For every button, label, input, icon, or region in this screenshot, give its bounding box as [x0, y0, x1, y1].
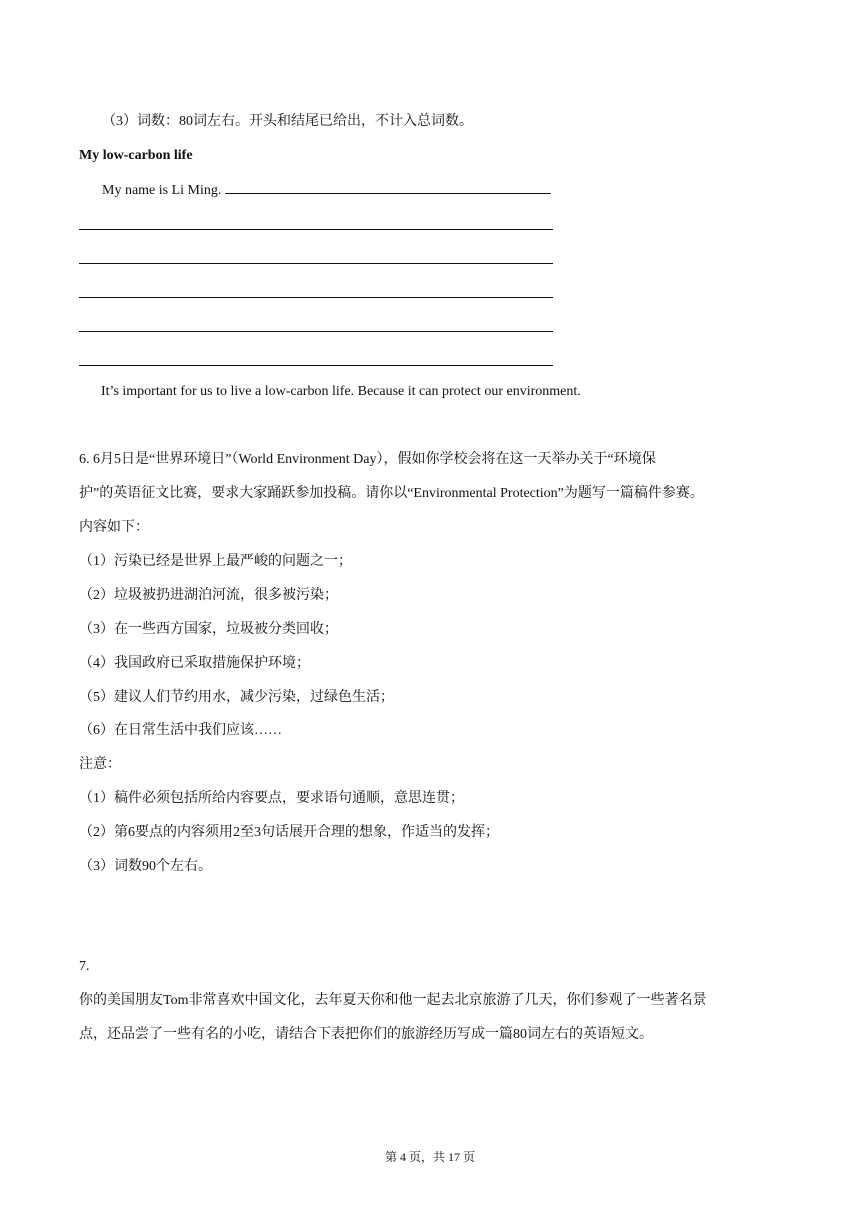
page-footer: 第 4 页，共 17 页 [384, 1150, 475, 1164]
note-word-count: （3）词数：80词左右。开头和结尾已给出，不计入总词数。 [102, 114, 473, 129]
q6-point-5: （5）建议人们节约用水，减少污染，过绿色生活； [79, 690, 394, 705]
q6-note-3: （3）词数90个左右。 [79, 859, 212, 874]
answer-line-5[interactable] [79, 365, 553, 366]
q6-point-2: （2）垃圾被扔进湖泊河流，很多被污染； [79, 588, 338, 603]
answer-line-2[interactable] [79, 263, 553, 264]
q6-point-1: （1）污染已经是世界上最严峻的问题之一； [79, 554, 352, 569]
q6-note-2: （2）第6要点的内容须用2至3句话展开合理的想象，作适当的发挥； [79, 825, 499, 840]
q7-line-2: 点，还品尝了一些有名的小吃，请结合下表把你们的旅游经历写成一篇80词左右的英语短文。 [79, 1027, 653, 1042]
q6-intro-line-1: 6. 6月5日是“世界环境日”（World Environment Day），假如你学校会将在这一天举办关于“环境保 [79, 452, 656, 467]
q6-point-4: （4）我国政府已采取措施保护环境； [79, 656, 310, 671]
q6-note-1: （1）稿件必须包括所给内容要点，要求语句通顺，意思连贯； [79, 791, 464, 806]
q6-point-3: （3）在一些西方国家，垃圾被分类回收； [79, 622, 338, 637]
q7-number: 7. [79, 959, 90, 974]
essay-opening: My name is Li Ming. [102, 183, 222, 198]
essay-opening-line [102, 180, 551, 201]
q6-notes-label: 注意： [79, 757, 121, 772]
answer-line-inline[interactable] [225, 180, 551, 194]
answer-line-3[interactable] [79, 297, 553, 298]
q6-intro-line-2: 护”的英语征文比赛，要求大家踊跃参加投稿。请你以“Environmental Protection”为题写一篇稿件参赛。 [79, 486, 704, 501]
answer-line-4[interactable] [79, 331, 553, 332]
q7-line-1: 你的美国朋友Tom非常喜欢中国文化，去年夏天你和他一起去北京旅游了几天，你们参观了一些著名景 [79, 993, 707, 1008]
q6-intro-line-3: 内容如下： [79, 520, 149, 535]
q6-point-6: （6）在日常生活中我们应该…… [79, 723, 282, 738]
essay-closing: It’s important for us to live a low-carbon life. Because it can protect our environment. [101, 384, 581, 399]
answer-line-1[interactable] [79, 229, 553, 230]
essay-title: My low-carbon life [79, 148, 193, 163]
